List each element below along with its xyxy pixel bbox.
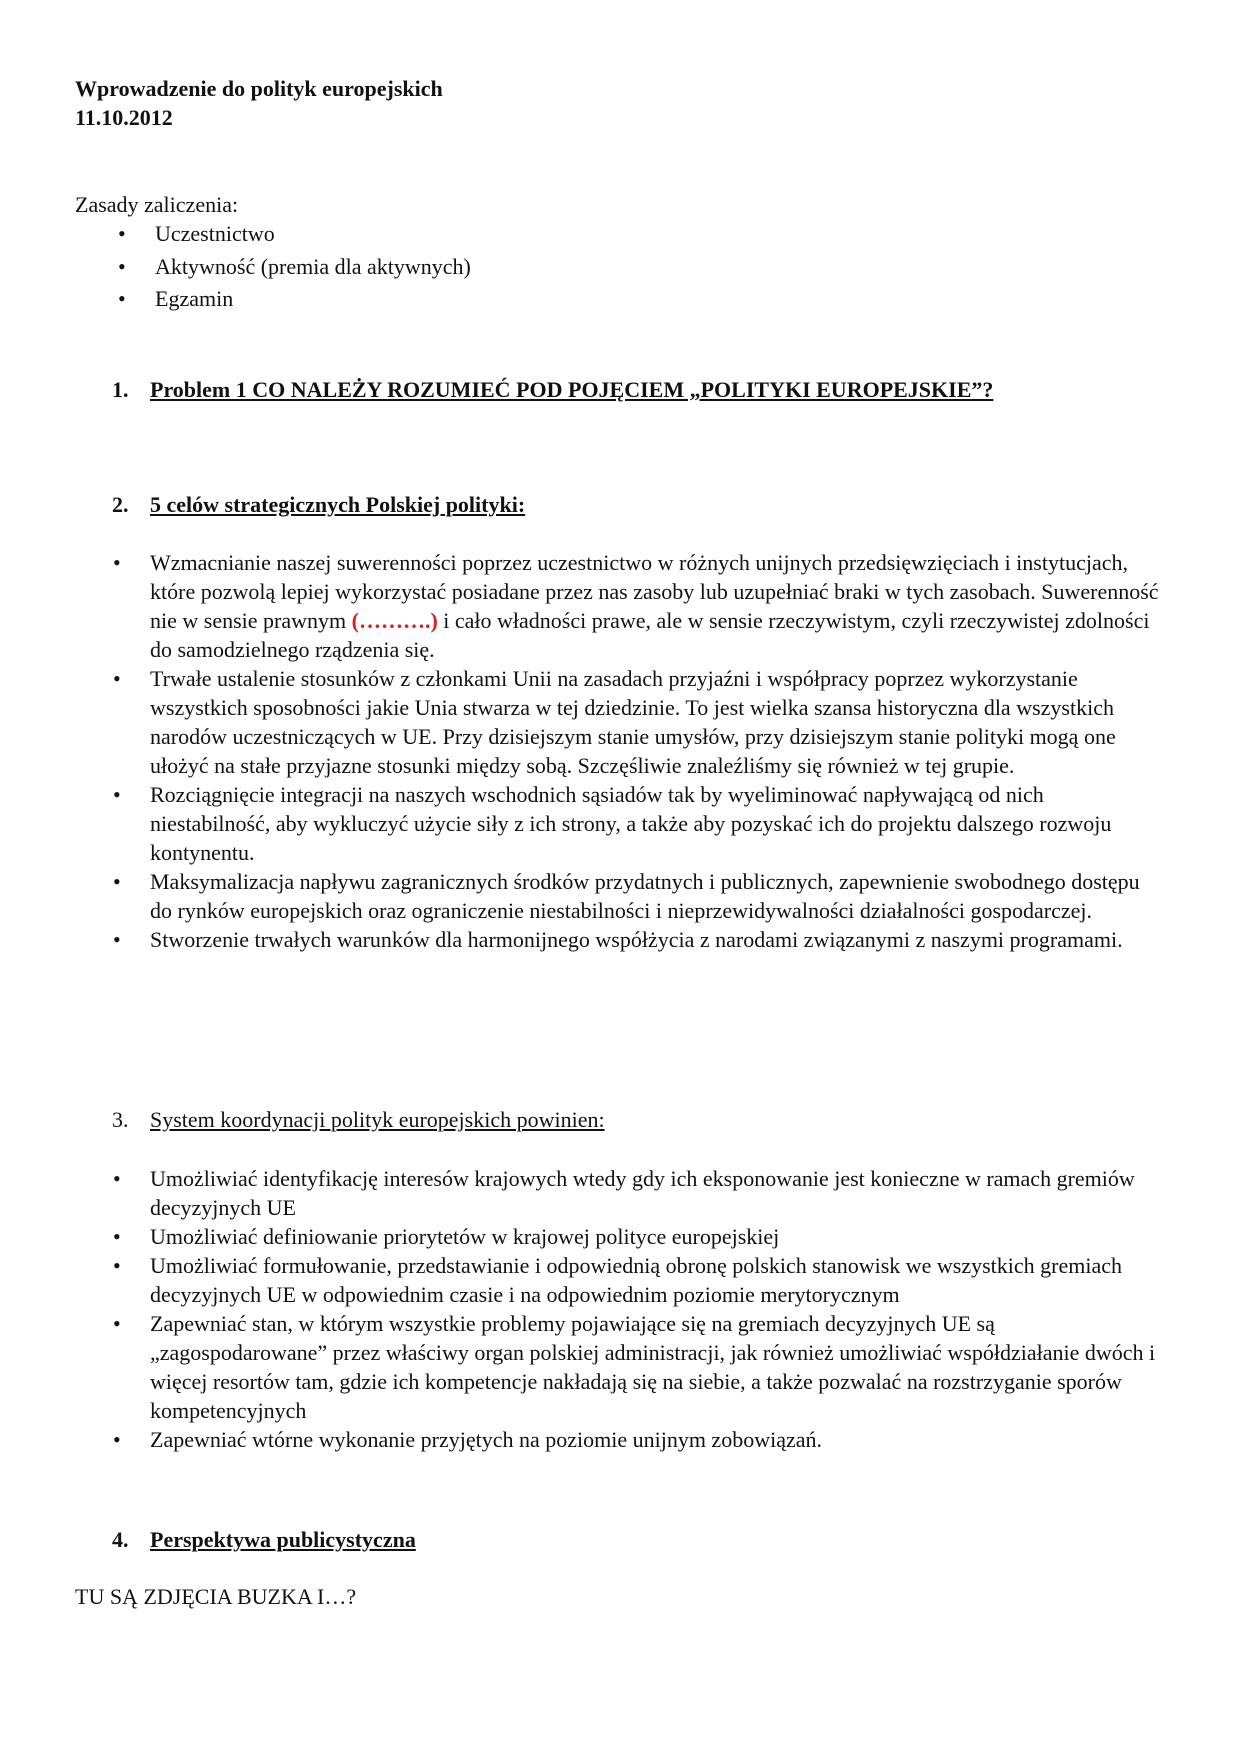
section-title: Perspektywa publicystyczna [150, 1527, 416, 1552]
list-item-text: Zapewniać wtórne wykonanie przyjętych na poziomie unijnym zobowiązań. [150, 1427, 822, 1452]
section-3-heading [112, 1105, 605, 1134]
list-item [112, 1222, 1162, 1251]
section-2-list [112, 548, 1162, 954]
list-item-text: Uczestnictwo [155, 221, 275, 246]
footer-note: TU SĄ ZDJĘCIA BUZKA I…? [75, 1584, 357, 1609]
list-item-text: Wzmacnianie naszej suwerenności poprzez uczestnictwo w różnych unijnych przedsięwzięciach i instytucjach, które pozwolą lepiej wykorzystać posiadane przez nas zasoby lub uzupełniać braki w tych zasobach. Suwerenność nie w sensie prawnym [150, 550, 1159, 633]
section-3-list [112, 1164, 1162, 1454]
bullet-icon [118, 252, 138, 281]
bullet-icon [113, 548, 133, 577]
section-number: 3. [112, 1107, 129, 1132]
list-item [112, 664, 1162, 780]
bullet-icon [113, 664, 133, 693]
intro-list [118, 219, 471, 317]
list-item-text: Rozciągnięcie integracji na naszych wschodnich sąsiadów tak by wyeliminować napływającą od nich niestabilność, aby wykluczyć użycie siły z ich strony, a także aby pozyskać ich do projektu dalszego rozwoju kontynentu. [150, 782, 1112, 865]
bullet-icon [118, 284, 138, 313]
section-number: 2. [112, 492, 129, 517]
list-item-text: Aktywność (premia dla aktywnych) [155, 253, 471, 279]
section-1-heading [112, 375, 993, 404]
list-item [112, 1309, 1162, 1425]
list-item-text: Stworzenie trwałych warunków dla harmonijnego współżycia z narodami związanymi z naszymi programami. [150, 927, 1123, 952]
bullet-icon [113, 1164, 133, 1193]
section-title: System koordynacji polityk europejskich powinien: [150, 1107, 605, 1132]
bullet-icon [113, 1222, 133, 1251]
section-title: 5 celów strategicznych Polskiej polityki: [150, 492, 526, 517]
list-item [118, 284, 471, 317]
bullet-icon [113, 1425, 133, 1454]
document-title [75, 74, 443, 132]
bullet-icon [113, 1309, 133, 1338]
bullet-icon [113, 925, 133, 954]
list-item [112, 925, 1162, 954]
list-item [112, 548, 1162, 664]
list-item [112, 780, 1162, 867]
list-item-text: i cało władności prawe, ale w sensie rzeczywistym, czyli rzeczywistej zdolności do samodzielnego rządzenia się. [150, 608, 1150, 662]
highlight-placeholder: (……….) [351, 608, 438, 633]
list-item-text: Trwałe ustalenie stosunków z członkami Unii na zasadach przyjaźni i współpracy poprzez wykorzystanie wszystkich sposobności jakie Unia stwarza w tej dziedzinie. To jest wielka szansa historyczna dla wszystkich narodów uczestniczących w UE. Przy dzisiejszym stanie umysłów, przy dzisiejszym stanie polityki mogą one ułożyć na stałe przyjazne stosunki między sobą. Szczęśliwie znaleźliśmy się również w tej grupie. [150, 666, 1116, 778]
list-item [118, 252, 471, 285]
list-item [112, 1251, 1162, 1309]
list-item-text: Egzamin [155, 286, 234, 311]
list-item [112, 1425, 1162, 1454]
section-4-heading [112, 1525, 416, 1554]
bullet-icon [113, 780, 133, 809]
intro-label: Zasady zaliczenia: [75, 192, 239, 217]
section-2-heading [112, 490, 525, 519]
section-number: 4. [112, 1527, 129, 1552]
title-line: Wprowadzenie do polityk europejskich [75, 76, 443, 101]
bullet-icon [113, 867, 133, 896]
bullet-icon [118, 219, 138, 248]
list-item-text: Umożliwiać identyfikację interesów krajowych wtedy gdy ich eksponowanie jest konieczne w ramach gremiów decyzyjnych UE [150, 1166, 1135, 1220]
section-title: Problem 1 CO NALEŻY ROZUMIEĆ POD POJĘCIEM „POLITYKI EUROPEJSKIE”? [150, 377, 994, 402]
list-item-text: Umożliwiać definiowanie priorytetów w krajowej polityce europejskiej [150, 1224, 780, 1249]
title-date: 11.10.2012 [75, 105, 173, 130]
list-item [118, 219, 471, 252]
bullet-icon [113, 1251, 133, 1280]
list-item [112, 867, 1162, 925]
list-item-text: Zapewniać stan, w którym wszystkie problemy pojawiające się na gremiach decyzyjnych UE są „zagospodarowane” przez właściwy organ polskiej administracji, jak również umożliwiać współdziałanie dwóch i więcej resortów tam, gdzie ich kompetencje nakładają się na siebie, a także pozwalać na rozstrzyganie sporów kompetencyjnych [150, 1311, 1156, 1423]
list-item-text: Maksymalizacja napływu zagranicznych środków przydatnych i publicznych, zapewnienie swobodnego dostępu do rynków europejskich oraz ograniczenie niestabilności i nieprzewidywalności działalności gospodarczej. [150, 869, 1140, 923]
section-number: 1. [112, 377, 129, 402]
list-item [112, 1164, 1162, 1222]
list-item-text: Umożliwiać formułowanie, przedstawianie i odpowiednią obronę polskich stanowisk we wszystkich gremiach decyzyjnych UE w odpowiednim czasie i na odpowiednim poziomie merytorycznym [150, 1253, 1123, 1307]
